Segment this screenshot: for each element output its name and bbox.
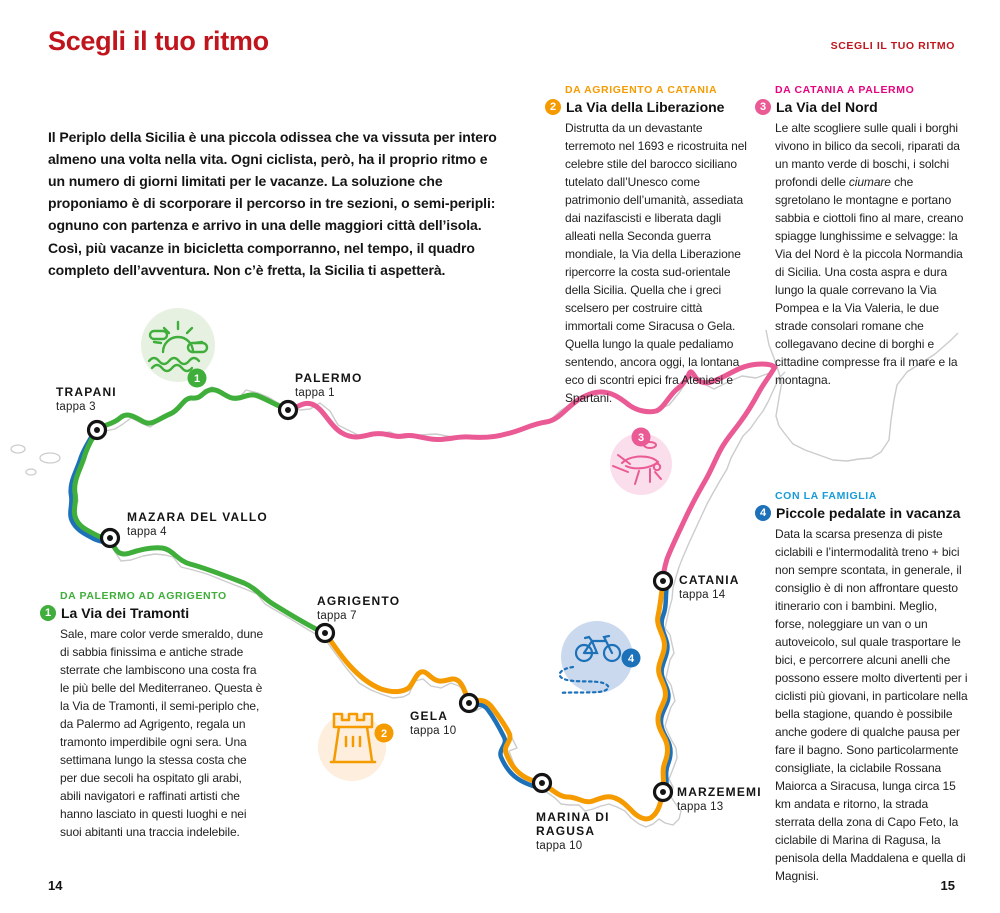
svg-text:3: 3 xyxy=(637,432,645,444)
map-label-agrigento xyxy=(317,595,400,623)
city-name: MARZEMEMI xyxy=(677,785,762,799)
map-label-trapani xyxy=(56,386,117,414)
svg-text:4: 4 xyxy=(627,653,635,665)
section-title: La Via della Liberazione xyxy=(566,99,725,115)
castle-tower-icon xyxy=(318,713,394,781)
map-label-mazara-del-vallo xyxy=(127,511,268,539)
sunset-icon xyxy=(141,308,215,388)
running-head: SCEGLI IL TUO RITMO xyxy=(830,40,955,52)
body-text-italic: ciumare xyxy=(848,175,891,189)
section-number-badge xyxy=(545,99,561,115)
section-kicker: DA AGRIGENTO A CATANIA xyxy=(565,84,718,96)
section-con-la-famiglia xyxy=(755,490,969,885)
svg-text:1: 1 xyxy=(193,373,201,385)
section-number: 1 xyxy=(44,607,52,619)
page-title: Scegli il tuo ritmo xyxy=(48,26,269,56)
map-label-palermo xyxy=(295,372,363,400)
city-name: CATANIA xyxy=(679,573,740,587)
map-label-catania xyxy=(679,574,740,602)
section-number: 2 xyxy=(549,101,557,113)
stage-number: tappa 14 xyxy=(679,588,726,601)
map-marker-catania xyxy=(655,573,672,590)
stage-number: tappa 10 xyxy=(536,839,583,852)
section-body: Distrutta da un devastante terremoto nel 1693 e ricostruita nel celebre stile del barocco siciliano tutelato dall’Unesco come patrimonio dell’umanità, assediata dai nazifascisti e liberata dagli alleati nella Seconda guerra mondiale, la Via della Liberazione ripercorre la costa sud-orientale della Sicilia. Quella che i greci scelsero per costruire città immortali come Siracusa o Gela. Quella lungo la quale pedaliamo sentendo, ancora oggi, la lontana eco di scontri epici fra Ateniesi e Spartani. xyxy=(565,121,747,405)
section-number-badge xyxy=(40,605,56,621)
section-kicker: DA CATANIA A PALERMO xyxy=(775,84,915,96)
section-body: Sale, mare color verde smeraldo, dune di sabbia finissima e antiche strade sterrate che lambiscono una costa fra le più belle del Mediterraneo. Questa è la Via de Tramonti, il semi-periplo che, da Palermo ad Agrigento, regala un tramonto imperdibile ogni sera. Una settimana lungo la stessa costa che per due secoli ha ospitato gli arabi, abili navigatori e raffinati artisti che hanno lasciato in questi luoghi e nei suoi abitanti una traccia indelebile. xyxy=(60,627,264,839)
section-body xyxy=(775,119,965,389)
map-marker-agrigento xyxy=(317,625,334,642)
map-marker-trapani xyxy=(89,422,106,439)
stage-number: tappa 1 xyxy=(295,386,335,399)
city-name: AGRIGENTO xyxy=(317,594,401,608)
stage-number: tappa 4 xyxy=(127,525,167,538)
section-number-badge xyxy=(755,505,771,521)
section-via-del-nord xyxy=(755,84,965,389)
map-marker-palermo xyxy=(280,402,297,419)
egadi-islands xyxy=(11,445,60,475)
map-marker-gela xyxy=(461,695,478,712)
body-text: Le alte scogliere sulle quali i borghi vivono in bilico da secoli, riparati da un manto verde di boschi, i solchi profondi delle xyxy=(775,121,960,189)
section-kicker: DA PALERMO AD AGRIGENTO xyxy=(60,590,227,602)
city-name: MARINA DI RAGUSA xyxy=(536,810,610,838)
section-body: Data la scarsa presenza di piste ciclabili e l’intermodalità treno + bici non sempre scontata, in generale, il consiglio è di non affrontare questo itinerario con i bambini. Meglio, forse, noleggiare un van o un autoveicolo, sul quale trasportare le bici, e percorrere alcuni anelli che possono essere molto divertenti per i ciclisti più giovani, in particolare nella bella stagione, quando è possibile anche godere di qualche pausa per fare il bagno. Sono particolarmente consigliate, la ciclabile Rossana Maiorca a Siracusa, lunga circa 15 km andata e ritorno, la strada sterrata della zona di Capo Feto, la ciclabile di Marina di Ragusa, la penisola della Maddalena e quella di Magnisi. xyxy=(775,527,968,883)
section-number: 3 xyxy=(759,101,767,113)
city-name: MAZARA DEL VALLO xyxy=(127,510,268,524)
map-label-marina-di-ragusa xyxy=(536,811,612,853)
map-badge-2 xyxy=(375,724,394,743)
bicycle-trail-icon xyxy=(560,621,641,693)
map-label-marzememi xyxy=(677,786,762,814)
map-label-gela xyxy=(410,710,456,738)
body-text: che sgretolano le montagne e portano sabbia e ciottoli fino al mare, creano spiagge lunghissime e selvagge: la Via del Nord è la piccola Normandia di Sicilia. Una costa aspra e dura lungo la quale correvano la Via Pompea e la Via Valeria, le due strade consolari romane che collegavano decine di borghi e cittadine compresse fra il mare e la montagna. xyxy=(775,175,964,387)
map-marker-mazara xyxy=(102,530,119,547)
section-title: La Via del Nord xyxy=(776,99,878,115)
coastal-road-icon xyxy=(610,428,672,496)
city-name: TRAPANI xyxy=(56,385,117,399)
page-number-left: 14 xyxy=(48,878,63,893)
route-family-south xyxy=(471,705,536,787)
section-kicker: CON LA FAMIGLIA xyxy=(775,490,877,502)
section-via-dei-tramonti xyxy=(40,590,264,841)
map-badge-4 xyxy=(622,649,641,668)
city-name: GELA xyxy=(410,709,449,723)
section-number-badge xyxy=(755,99,771,115)
map-marker-marina-di-ragusa xyxy=(534,775,551,792)
section-title: La Via dei Tramonti xyxy=(61,605,190,621)
map-badge-1 xyxy=(188,369,207,388)
stage-number: tappa 10 xyxy=(410,724,457,737)
section-via-della-liberazione xyxy=(545,84,747,407)
stage-number: tappa 3 xyxy=(56,400,96,413)
section-title: Piccole pedalate in vacanza xyxy=(776,505,961,521)
stage-number: tappa 7 xyxy=(317,609,357,622)
intro-paragraph: Il Periplo della Sicilia è una piccola odissea che va vissuta per intero almeno una volta nella vita. Ogni ciclista, però, ha il proprio ritmo e un numero di giorni limitati per le vacanze. La soluzione che proponiamo è di scorporare il percorso in tre sezioni, o semi-peripli: ognuno con partenza e arrivo in una delle maggiori città dell’isola. Così, più vacanze in bicicletta comporranno, nel tempo, il quadro completo dell’avventura. Non c’è fretta, la Sicilia ti aspetterà. xyxy=(48,129,497,278)
page-number-right: 15 xyxy=(940,878,955,893)
map-badge-3 xyxy=(632,428,651,447)
svg-text:2: 2 xyxy=(380,728,388,740)
city-name: PALERMO xyxy=(295,371,363,385)
section-number: 4 xyxy=(759,507,767,519)
map-marker-marzememi xyxy=(655,784,672,801)
stage-number: tappa 13 xyxy=(677,800,724,813)
